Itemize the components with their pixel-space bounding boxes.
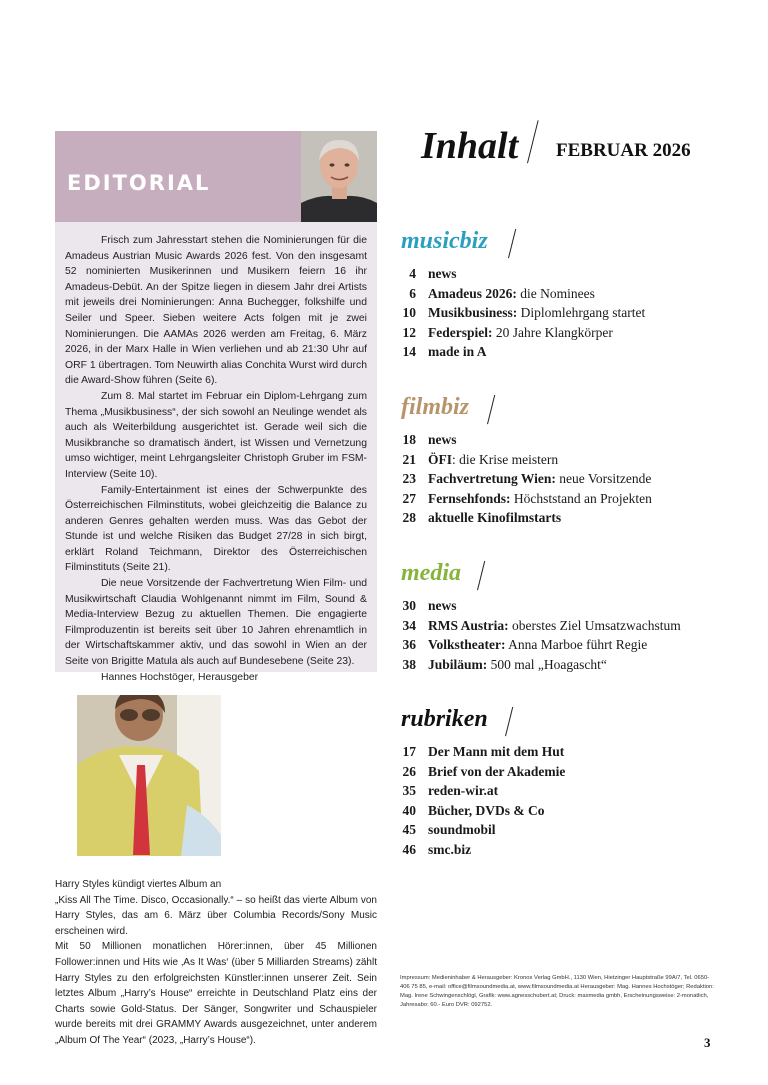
toc-page-number: 17: [402, 744, 416, 759]
toc-entry-title: Volkstheater:: [428, 637, 506, 652]
toc-page-number: 10: [402, 305, 416, 320]
toc-page-number: 18: [402, 432, 416, 447]
toc-entry: [396, 742, 726, 762]
toc-entry: [396, 450, 726, 470]
contents-title: Inhalt: [421, 125, 519, 167]
toc-entry-subtitle: : die Krise meistern: [452, 451, 559, 467]
toc-entry-subtitle: Diplomlehrgang startet: [517, 305, 646, 320]
toc-entry: [396, 342, 726, 362]
issue-date: FEBRUAR 2026: [556, 140, 691, 161]
toc-entry-title: Musikbusiness:: [428, 305, 518, 320]
toc-entry: [396, 469, 726, 489]
toc-entry-title: news: [428, 266, 457, 281]
toc-entry: [396, 616, 726, 636]
toc-list-musicbiz: [396, 264, 726, 362]
toc-page-number: 26: [402, 763, 416, 779]
imprint: Impressum: Medieninhaber & Herausgeber: Kronos Verlag GmbH., 1130 Wien, Hietzinger Hauptstraße 99A/7, Tel. 0650-406 75 85, e-mail: office@filmsoundmedia.at, www.filmsoundmedia.at Herausgeber: Mag. Hannes Hochstöger; Redaktion: Mag. Irene Schwingenschlögl, Grafik: www.agnesschubert.at; Druck: maxmedia gmbh, Erscheinungsweise: 2-monatlich, Jahresabo: 60.- Euro DVR: 092752.: [400, 975, 714, 1008]
toc-entry: [396, 801, 726, 821]
toc-page-number: 34: [402, 617, 416, 633]
toc-page-number: 4: [409, 266, 416, 281]
section-divider: [487, 395, 495, 424]
toc-entry: [396, 762, 726, 782]
toc-entry-title: smc.biz: [428, 841, 472, 857]
editor-portrait: [301, 131, 377, 222]
editorial-paragraph: Die neue Vorsitzende der Fachvertretung Wien Film- und Musikwirtschaft Claudia Wohlgenannt nimmt im Film, Sound & Media-Interview Bezug zu aktuellen Themen. Die engagierte Filmproduzentin ist bereits seit über 10 Jahren ehrenamtlich in der Wirtschaftskammer aktiv, und das sowohl in Wien an der Seite von Brigitte Matula als auch auf Bundesebene (Seite 23).: [65, 578, 367, 668]
section-divider: [477, 561, 485, 590]
toc-entry: [396, 323, 726, 343]
editorial-text: [65, 233, 367, 685]
toc-entry: [396, 781, 726, 801]
toc-entry-subtitle: neue Vorsitzende: [555, 471, 652, 486]
toc-list-media: [396, 596, 726, 674]
toc-entry-subtitle: Anna Marboe führt Regie: [505, 637, 648, 652]
toc-entry-title: Jubiläum:: [428, 656, 488, 672]
toc-entry-title: Federspiel:: [428, 324, 493, 340]
toc-entry-title: Der Mann mit dem Hut: [428, 744, 565, 759]
toc-entry-title: made in A: [428, 344, 487, 359]
section-divider: [505, 707, 513, 736]
editorial-title: EDITORIAL: [67, 171, 211, 195]
toc-entry: [396, 820, 726, 840]
toc-entry: [396, 303, 726, 323]
toc-entry-title: aktuelle Kinofilmstarts: [428, 510, 562, 525]
harry-styles-photo: [77, 695, 221, 856]
toc-entry-title: ÖFI: [428, 451, 453, 467]
toc-entry: [396, 655, 726, 675]
caption-line: Mit 50 Millionen monatlichen Hörer:innen, über 45 Millionen Follower:innen und Hits wie ‚As It Was‘ (über 5 Milliarden Streams) zählt Harry Styles zu den erfolgreichsten Künstler:innen unserer Zeit. Sein letztes Album „Harry’s House“ erreichte in Deutschland Platz eins der Charts sowie Gold-Status. Der Sänger, Songwriter und Schauspieler wurde bereits mit drei GRAMMY Awards ausgezeichnet, unter anderem „Album Of The Year“ (2023, „Harry’s House“).: [55, 941, 377, 1046]
toc-page-number: 27: [402, 490, 416, 506]
toc-entry: [396, 596, 726, 616]
toc-entry: [396, 264, 726, 284]
toc-entry: [396, 635, 726, 655]
toc-entry-subtitle: die Nominees: [516, 285, 595, 301]
section-title-rubriken: rubriken: [401, 706, 488, 732]
toc-entry-subtitle: 500 mal „Hoagascht“: [487, 656, 607, 672]
toc-page-number: 28: [402, 510, 416, 525]
toc-entry: [396, 430, 726, 450]
title-divider: [527, 120, 539, 163]
toc-list-filmbiz: [396, 430, 726, 528]
toc-page-number: 14: [402, 344, 416, 359]
toc-entry-title: Amadeus 2026:: [428, 285, 517, 301]
toc-entry-title: Brief von der Akademie: [428, 763, 566, 779]
toc-page-number: 23: [402, 471, 416, 486]
page-number: 3: [704, 1035, 711, 1050]
toc-entry-title: Bücher, DVDs & Co: [428, 802, 545, 818]
toc-entry: [396, 489, 726, 509]
toc-entry: [396, 840, 726, 860]
section-divider: [508, 229, 516, 258]
toc-entry-title: RMS Austria:: [428, 617, 509, 633]
toc-page-number: 38: [402, 656, 416, 672]
toc-page-number: 35: [402, 783, 416, 798]
section-title-musicbiz: musicbiz: [401, 228, 488, 254]
toc-page-number: 45: [402, 822, 416, 837]
toc-entry: [396, 284, 726, 304]
toc-entry-subtitle: Höchststand an Projekten: [510, 490, 652, 506]
editorial-paragraph: Frisch zum Jahresstart stehen die Nominierungen für die Amadeus Austrian Music Awards 2026 fest. Von den insgesamt 52 nominierten Musikerinnen und Musikern feiern 16 ihr Amadeus-Debüt. An der Spitze liegen in diesem Jahr drei Artists mit jeweils drei Nominierungen: Anna Buchegger, folkshilfe und Seiler und Speer. Sieben weitere Acts folgen mit je zwei Nominierungen. Die AAMAs 2026 werden am Freitag, 6. März 2026, in der Marx Halle in Wien verliehen und ab 21:30 Uhr auf ORF 1 übertragen. Tom Neuwirth alias Conchita Wurst wird durch die Award-Show führen (Seite 6).: [65, 235, 367, 387]
toc-entry-title: soundmobil: [428, 822, 496, 837]
toc-entry-title: reden-wir.at: [428, 783, 499, 798]
caption-line: „Kiss All The Time. Disco, Occasionally.“ – so heißt das vierte Album von Harry Styles, das am 6. März über Columbia Records/Sony Music erscheinen wird.: [55, 894, 377, 937]
toc-entry-subtitle: oberstes Ziel Umsatzwachstum: [508, 617, 681, 633]
toc-entry-subtitle: 20 Jahre Klangkörper: [492, 324, 613, 340]
toc-entry: [396, 508, 726, 528]
editorial-paragraph: Family-Entertainment ist eines der Schwerpunkte des Österreichischen Filminstituts, wobei gleichzeitig die Balance zu anderen Genres gehalten werden muss. Was das Gebot der Stunde ist und welche Risiken das Budget 27/28 in sich birgt, erklärt Roland Teichmann, Direktor des Österreichischen Filminstituts (Seite 21).: [65, 484, 367, 574]
caption-line: Harry Styles kündigt viertes Album an: [55, 879, 222, 890]
editorial-paragraph: Zum 8. Mal startet im Februar ein Diplom-Lehrgang zum Thema „Musikbusiness“, der sich sowohl an Neulinge wendet als auch als Weiterbildung ausgerichtet ist. Gerade weil sich die Musikbranche so dramatisch ändert, ist Wissen und Vernetzung umso wichtiger, meint Lehrgangsleiter Christoph Gruber im FSM-Interview (Seite 10).: [65, 390, 367, 480]
editorial-signature: Hannes Hochstöger, Herausgeber: [101, 671, 259, 683]
toc-entry-title: news: [428, 598, 457, 613]
harry-styles-caption: [55, 877, 377, 1049]
toc-entry-title: news: [428, 432, 457, 447]
section-title-filmbiz: filmbiz: [401, 394, 470, 420]
toc-page-number: 6: [409, 285, 416, 301]
toc-entry-title: Fernsehfonds:: [428, 490, 511, 506]
toc-page-number: 36: [402, 637, 416, 652]
toc-list-rubriken: [396, 742, 726, 859]
toc-page-number: 40: [402, 802, 416, 818]
toc-page-number: 46: [402, 841, 416, 857]
section-title-media: media: [401, 560, 461, 586]
toc-page-number: 30: [402, 598, 416, 613]
toc-entry-title: Fachvertretung Wien:: [428, 471, 556, 486]
toc-page-number: 12: [402, 324, 416, 340]
toc-page-number: 21: [402, 451, 416, 467]
